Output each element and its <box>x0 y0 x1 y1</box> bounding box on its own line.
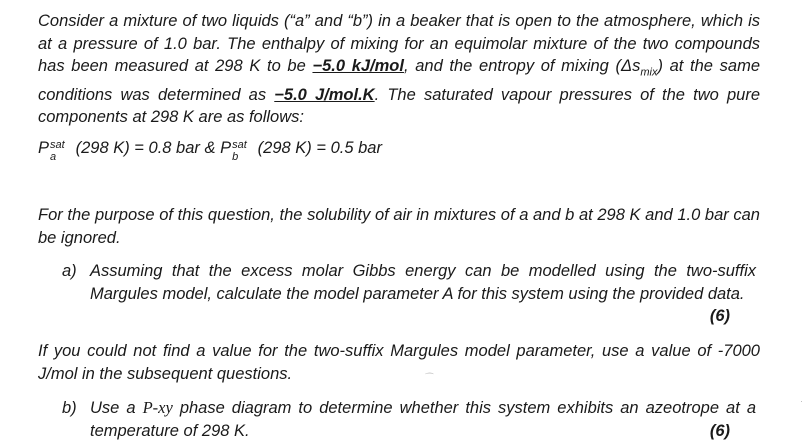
pa-subscript: a <box>50 151 57 163</box>
question-b <box>62 397 756 442</box>
pressure-line <box>38 137 760 163</box>
question-a-marks: (6) <box>709 307 730 325</box>
pb-text: (298 K) = 0.5 bar <box>253 139 382 157</box>
question-a-text: Assuming that the excess molar Gibbs energy can be modelled using the two-suffix Margules model, calculate the model parameter A for this system using the provided data. <box>90 262 756 303</box>
entropy-subscript: mix <box>640 66 658 79</box>
entropy-value: −5.0 J/mol.K <box>274 85 375 104</box>
intro-text-2: , and the entropy of mixing ( <box>403 57 622 75</box>
intro-text-3: ) at the same conditions was determined as <box>38 57 761 104</box>
pa-symbol: P <box>38 139 50 157</box>
pa-text: (298 K) = 0.8 bar & <box>71 139 221 157</box>
scan-artifact-mark: ⁀ <box>424 373 432 383</box>
scan-artifact-mark-edge: · <box>800 396 803 406</box>
question-b-label: b) <box>62 399 77 417</box>
intro-text-1: Consider a mixture of two liquids (“a” and “b”) in a beaker that is open to the atmosphere, which is at a pressure of 1.0 bar. The enthalpy of mixing for an equimolar mixture of the two compounds has been measured at 298 K to be <box>38 12 760 75</box>
question-a <box>62 260 756 325</box>
question-b-marks: (6) <box>709 422 730 440</box>
pb-superscript: sat <box>232 139 247 151</box>
intro-paragraph <box>38 10 760 129</box>
fallback-paragraph: If you could not find a value for the two-suffix Margules model parameter, use a value of -7000 J/mol in the subsequent questions. <box>38 342 760 383</box>
question-b-text <box>90 397 756 442</box>
note-paragraph: For the purpose of this question, the solubility of air in mixtures of a and b at 298 K and 1.0 bar can be ignored. <box>38 206 760 247</box>
enthalpy-value: −5.0 kJ/mol <box>312 57 404 75</box>
entropy-symbol: Δs <box>621 57 641 75</box>
pa-superscript: sat <box>50 139 65 151</box>
pb-symbol: P <box>220 139 232 157</box>
question-b-text-1: Use a <box>90 399 143 417</box>
question-b-text-2: phase diagram to determine whether this system exhibits an azeotrope at a temperature of 298 K. <box>90 399 757 440</box>
pb-subscript: b <box>232 151 239 163</box>
question-a-label: a) <box>62 262 77 280</box>
question-b-pxy: P-xy <box>142 398 173 417</box>
intro-text-4: . The saturated vapour pressures of the two pure components at 298 K are as follows: <box>38 85 761 127</box>
